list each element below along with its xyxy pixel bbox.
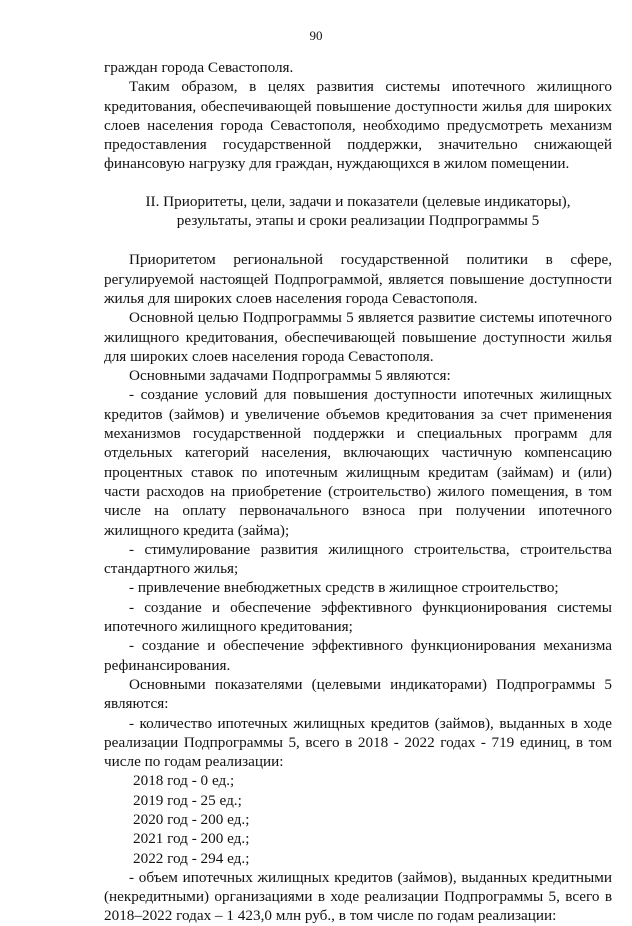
indicator-loan-volume: - объем ипотечных жилищных кредитов (займов), выданных кредитными (некредитными) организациями в ходе реализации Подпрограммы 5, всего в 2018–2022 годах – 1 423,0 млн руб., в том числе по годам реализации: xyxy=(104,868,612,925)
section-heading-line-1: II. Приоритеты, цели, задачи и показатели (целевые индикаторы), xyxy=(145,192,571,210)
indicators-intro: Основными показателями (целевыми индикаторами) Подпрограммы 5 являются: xyxy=(104,675,612,713)
task-item-1: - создание условий для повышения доступности ипотечных жилищных кредитов (займов) и увеличение объемов кредитования за счет применения механизмов государственной поддержки и специальных программ для отдельных категорий населения, включающих частичную компенсацию процентных ставок по ипотечным жилищным кредитам (займам) и (или) части расходов на приобретение (строительство) жилого помещения, в том числе на оплату первоначального взноса при получении ипотечного жилищного кредита (займа); xyxy=(104,386,612,539)
year-line-2019: 2019 год - 25 ед.; xyxy=(133,791,242,809)
paragraph-conclusion: Таким образом, в целях развития системы ипотечного жилищного кредитования, обеспечивающей повышение доступности жилья для широких слоев населения города Севастополя, необходимо предусмотреть механизм предоставления государственной поддержки, значительно снижающей финансовую нагрузку для граждан, нуждающихся в жилом помещении. xyxy=(104,78,612,173)
page-number: 90 xyxy=(309,28,323,43)
document-body xyxy=(104,58,612,926)
year-line-2022: 2022 год - 294 ед.; xyxy=(133,849,250,867)
section-heading xyxy=(104,192,612,231)
tasks-intro: Основными задачами Подпрограммы 5 являются: xyxy=(129,367,451,385)
year-line-2020: 2020 год - 200 ед.; xyxy=(133,810,250,828)
paragraph-intro-tail: граждан города Севастополя. xyxy=(104,59,294,76)
task-item-5: - создание и обеспечение эффективного функционирования механизма рефинансирования. xyxy=(104,637,612,674)
paragraph-goal: Основной целью Подпрограммы 5 является развитие системы ипотечного жилищного кредитования, обеспечивающей повышение доступности жилья для широких слоев населения города Севастополя. xyxy=(104,309,612,365)
year-line-2021: 2021 год - 200 ед.; xyxy=(133,830,250,848)
task-item-2: - стимулирование развития жилищного строительства, строительства стандартного жилья; xyxy=(104,540,612,578)
year-line-2018: 2018 год - 0 ед.; xyxy=(133,772,235,790)
paragraph-priority: Приоритетом региональной государственной политики в сфере, регулируемой настоящей Подпрограммой, является повышение доступности жилья для широких слоев населения города Севастополя. xyxy=(104,251,612,307)
section-heading-line-2: результаты, этапы и сроки реализации Подпрограммы 5 xyxy=(176,212,540,230)
task-item-4: - создание и обеспечение эффективного функционирования системы ипотечного жилищного кредитования; xyxy=(104,598,612,636)
indicator-loan-count: - количество ипотечных жилищных кредитов (займов), выданных в ходе реализации Подпрограммы 5, всего в 2018 - 2022 годах - 719 единиц, в том числе по годам реализации: xyxy=(104,714,612,771)
task-item-3: - привлечение внебюджетных средств в жилищное строительство; xyxy=(129,579,559,597)
